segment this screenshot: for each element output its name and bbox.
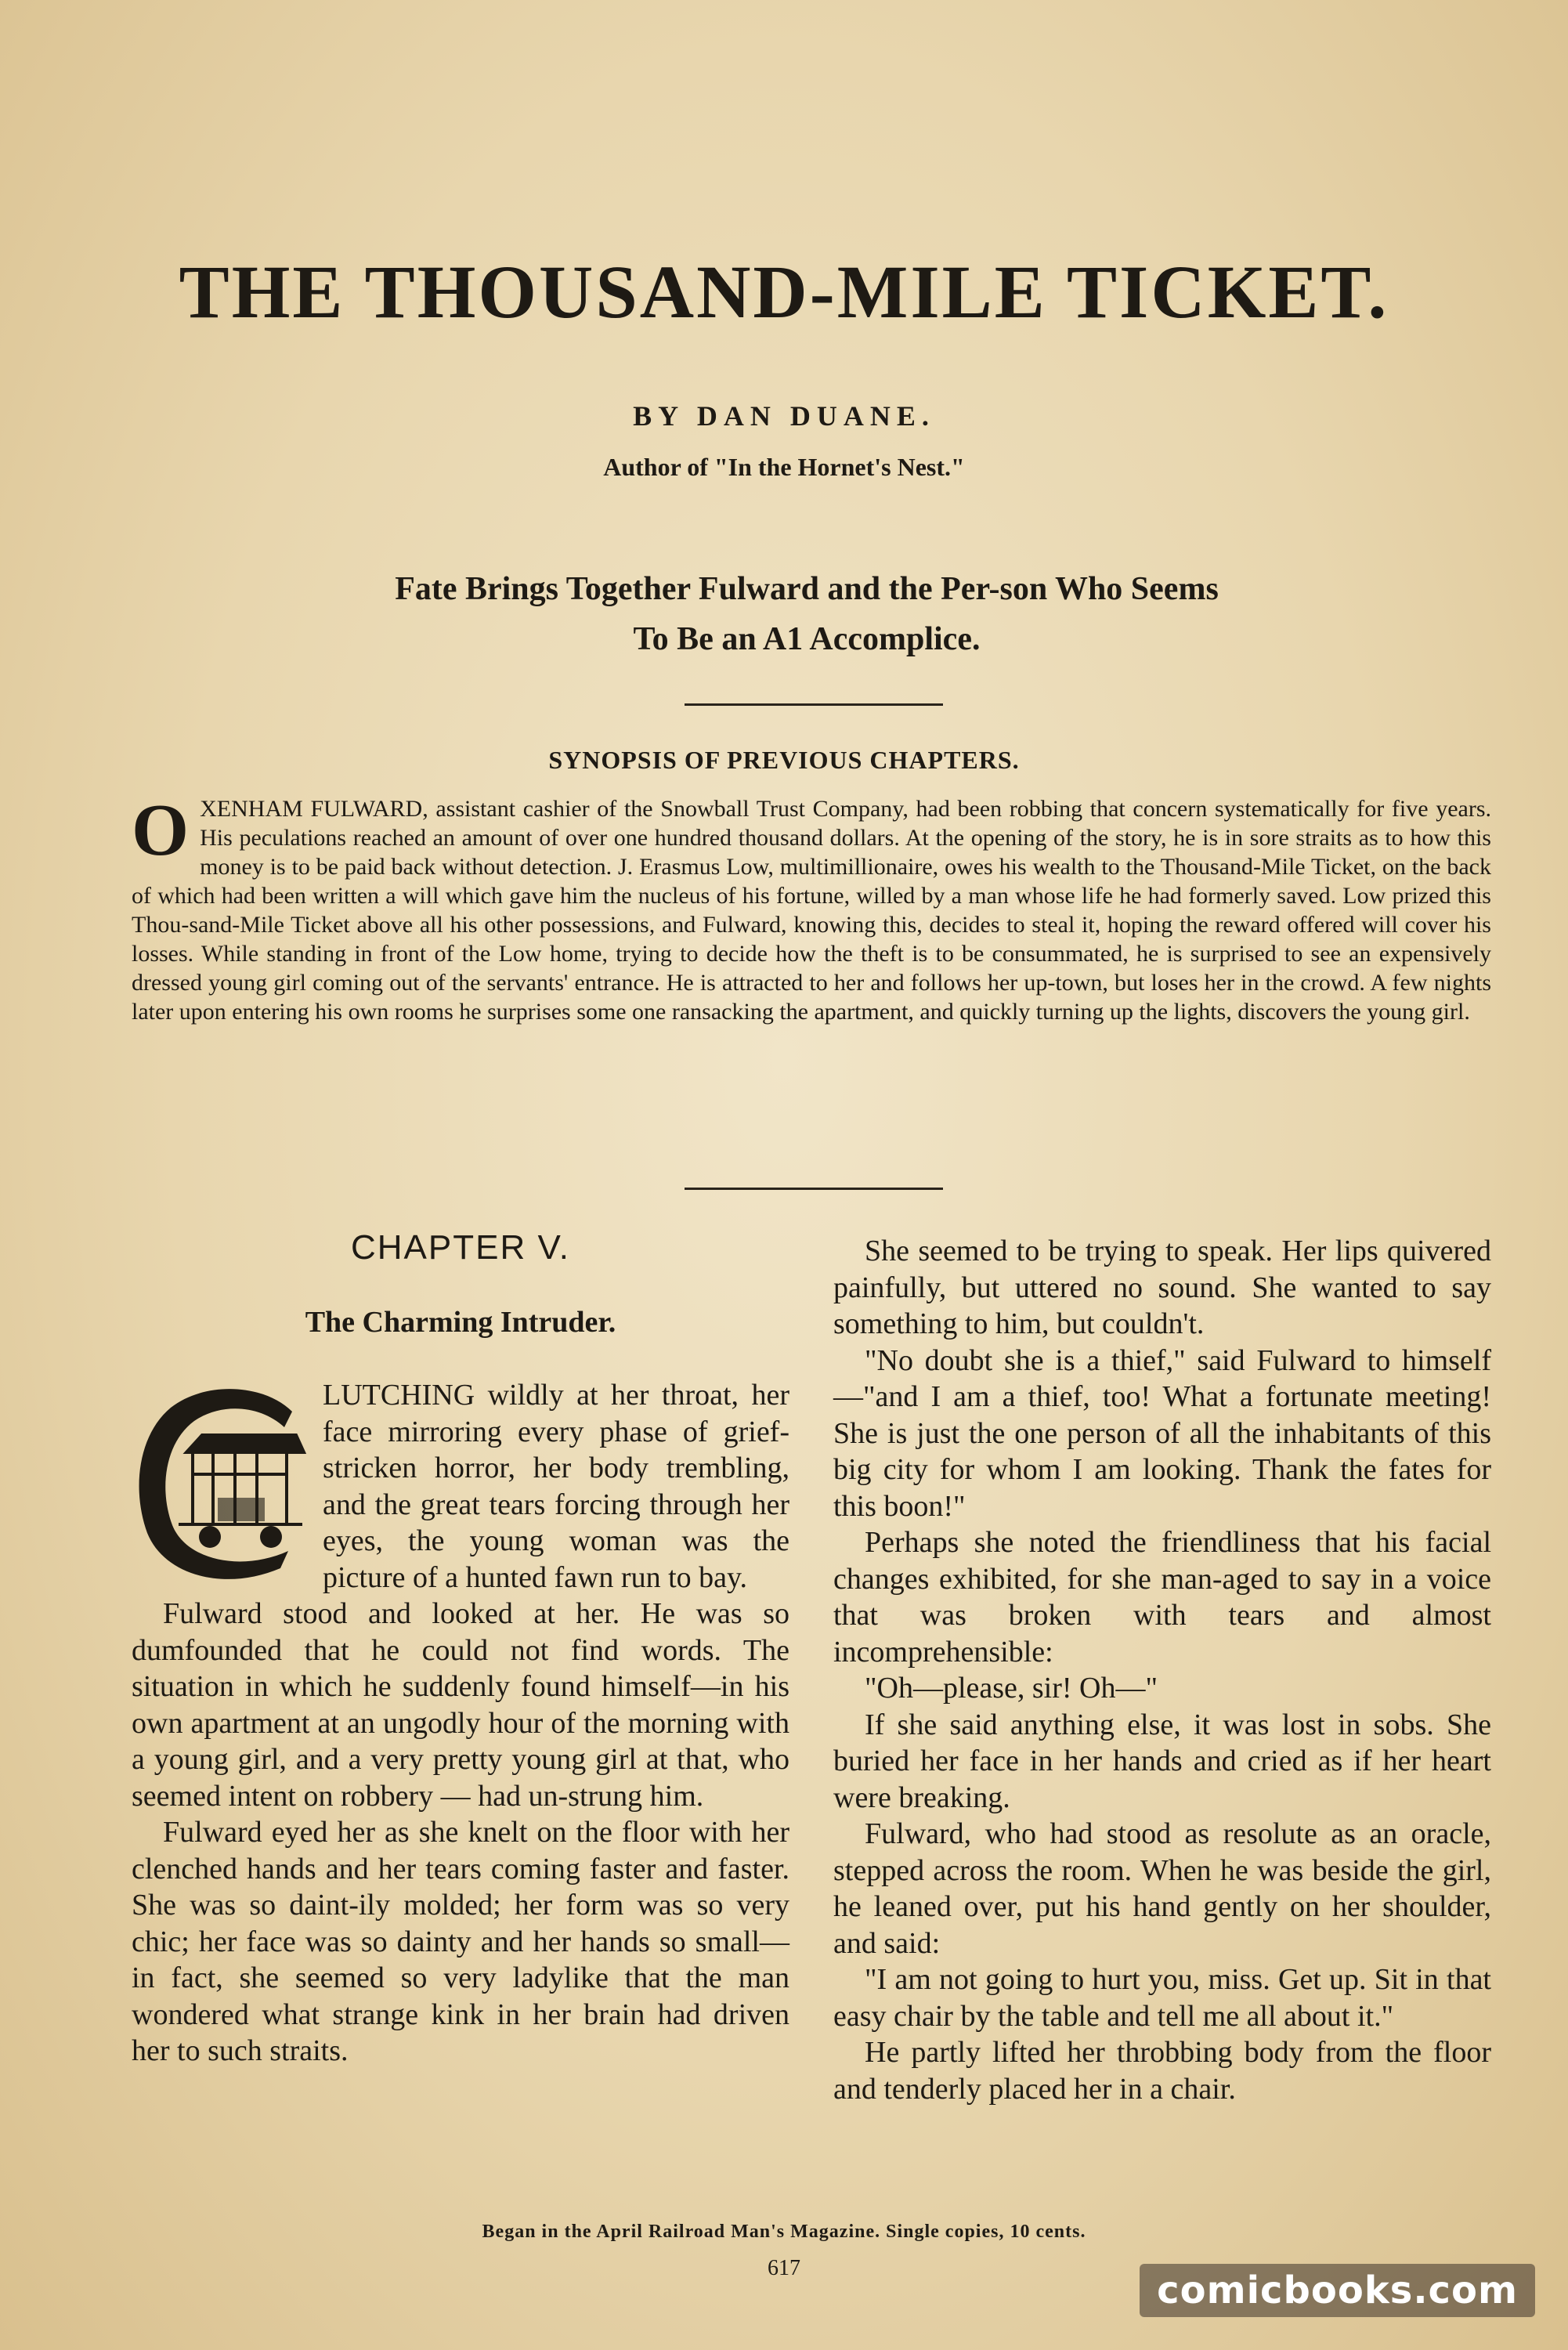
- paragraph: LUTCHING wildly at her throat, her face mirroring every phase of grief-stricken horror, her body trembling, and the great tears forcing through her eyes, the young woman was the picture of a hunted fawn run to bay.: [323, 1379, 789, 1594]
- paragraph: He partly lifted her throbbing body from the floor and tenderly placed her in a chair.: [833, 2036, 1491, 2106]
- divider-rule: [685, 1188, 943, 1190]
- page-number: 617: [768, 2256, 800, 2280]
- right-column: [833, 1233, 1491, 2107]
- railroad-car-c-initial-icon: [132, 1380, 312, 1592]
- paragraph: "Oh—please, sir! Oh—": [865, 1672, 1158, 1705]
- synopsis-text: XENHAM FULWARD, assistant cashier of the Snowball Trust Company, had been robbing that concern systematically for five years. His peculations reached an amount of over one hundred thousand dollars. At the opening of the story, he is in sore straits as to how this money is to be paid back without detection. J. Erasmus Low, multimillionaire, owes his wealth to the Thousand-Mile Ticket, on the back of which had been written a will which gave him the nucleus of his fortune, willed by a man whose life he had formerly saved. Low prized this Thou-sand-Mile Ticket above all his other possessions, and Fulward, knowing this, decides to steal it, hoping the reward offered will cover his losses. While standing in front of the Low home, trying to decide how the theft is to be consummated, he is surprised to see an expensively dressed young girl coming out of the servants' entrance. He is attracted to her and follows her up-town, but loses her in the crowd. A few nights later upon entering his own rooms he surprises some one ransacking the apartment, and quickly turning up the lights, discovers the young girl.: [132, 796, 1491, 1025]
- paragraph: Fulward, who had stood as resolute as an oracle, stepped across the room. When he was beside the girl, he leaned over, put his hand gently on her shoulder, and said:: [833, 1817, 1491, 1960]
- footer-note: Began in the April Railroad Man's Magazine. Single copies, 10 cents.: [482, 2222, 1086, 2242]
- byline: BY DAN DUANE.: [633, 400, 935, 432]
- paragraph: Perhaps she noted the friendliness that his facial changes exhibited, for she man-aged to say in a voice that was broken with tears and almost incomprehensible:: [833, 1526, 1491, 1668]
- synopsis-paragraph: [132, 790, 1491, 1026]
- paragraph: "I am not going to hurt you, miss. Get up. Sit in that easy chair by the table and tell me all about it.": [833, 1963, 1491, 2033]
- paragraph: Fulward eyed her as she knelt on the floor with her clenched hands and her tears coming faster and faster. She was so daint-ily molded; her form was so very chic; her face was so dainty and her hands so small—in fact, she seemed so very ladylike that the man wondered what strange kink in her brain had driven her to such straits.: [132, 1816, 789, 2067]
- article-title: THE THOUSAND-MILE TICKET.: [179, 250, 1389, 334]
- paragraph: Fulward stood and looked at her. He was so dumfounded that he could not find words. The situation in which he suddenly found himself—in his own apartment at an ungodly hour of the morning with a young girl, and a very pretty young girl at that, who seemed intent on robbery — had un-strung him.: [132, 1597, 789, 1813]
- synopsis-initial: O: [132, 790, 190, 871]
- paragraph: "No doubt she is a thief," said Fulward to himself—"and I am a thief, too! What a fortunate meeting! She is just the one person of all the inhabitants of this big city for whom I am looking. Thank the fates for this boon!": [833, 1343, 1491, 1523]
- synopsis-heading: SYNOPSIS OF PREVIOUS CHAPTERS.: [548, 746, 1020, 774]
- paragraph: She seemed to be trying to speak. Her lips quivered painfully, but uttered no sound. She wanted to say something to him, but couldn't.: [833, 1235, 1491, 1340]
- subheadline: Fate Brings Together Fulward and the Per-son Who Seems To Be an A1 Accomplice.: [395, 571, 1219, 657]
- paragraph: If she said anything else, it was lost in sobs. She buried her face in her hands and cried as if her heart were breaking.: [833, 1708, 1491, 1814]
- divider-rule: [685, 703, 943, 706]
- chapter-subtitle: The Charming Intruder.: [305, 1306, 616, 1339]
- author-credit: Author of "In the Hornet's Nest.": [603, 453, 965, 481]
- watermark: comicbooks.com: [1140, 2264, 1535, 2317]
- left-column: [132, 1377, 789, 2070]
- chapter-number: CHAPTER V.: [350, 1228, 570, 1267]
